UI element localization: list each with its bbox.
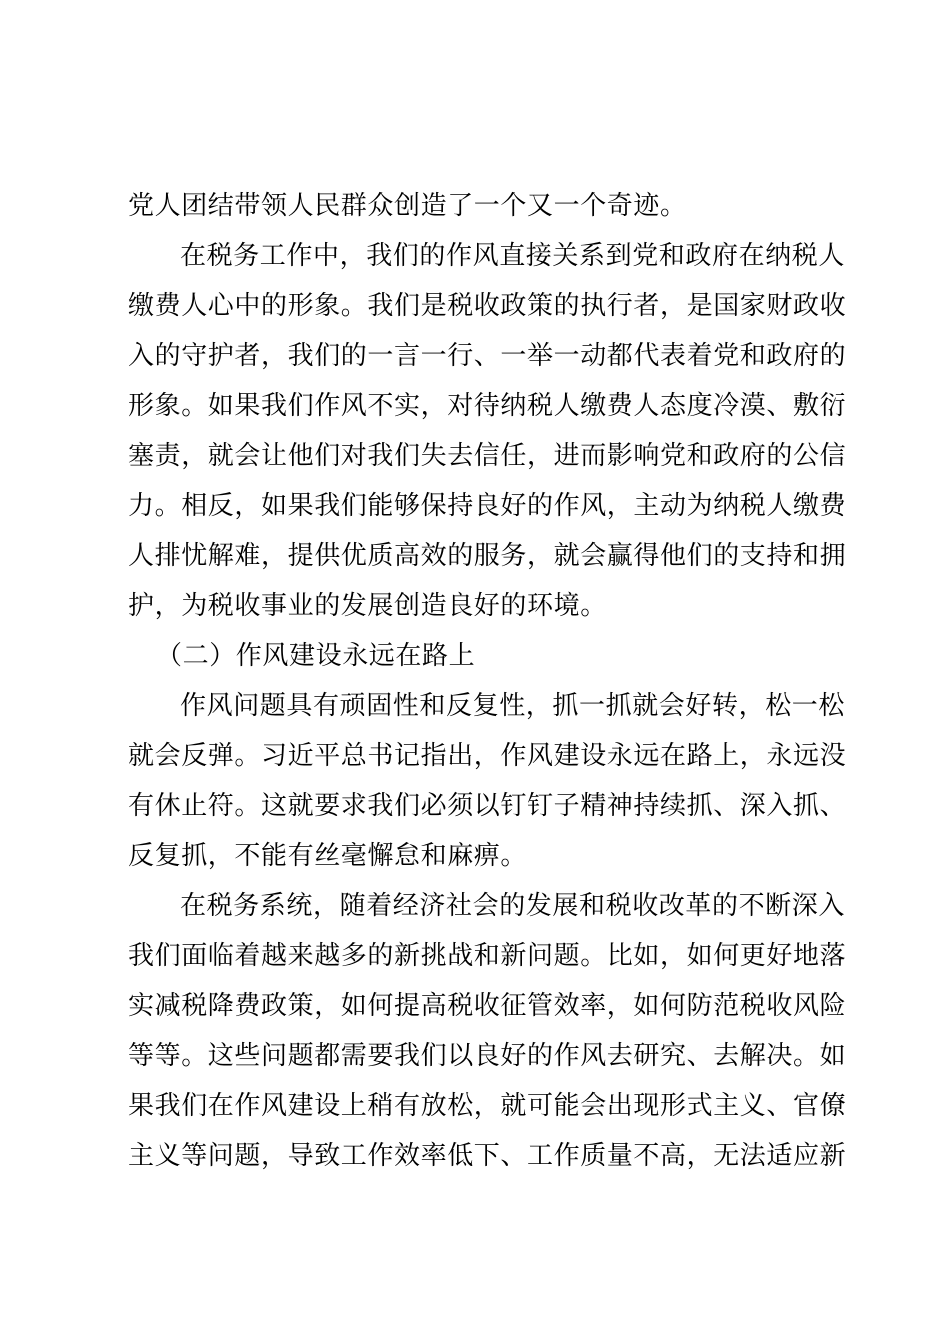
paragraph-first-line: 作风问题具有顽固性和反复性，抓一抓就会好转，松一松 xyxy=(180,691,846,721)
text-line: 力。相反，如果我们能够保持良好的作风，主动为纳税人缴费 xyxy=(128,491,847,521)
text-line: 护，为税收事业的发展创造良好的环境。 xyxy=(128,591,607,621)
section-heading: （二）作风建设永远在路上 xyxy=(156,641,476,671)
text-line: 缴费人心中的形象。我们是税收政策的执行者，是国家财政收 xyxy=(128,291,847,321)
text-line: 我们面临着越来越多的新挑战和新问题。比如，如何更好地落 xyxy=(128,941,847,971)
text-line: 党人团结带领人民群众创造了一个又一个奇迹。 xyxy=(128,191,687,221)
text-line: 反复抓，不能有丝毫懈怠和麻痹。 xyxy=(128,841,528,871)
text-line: 有休止符。这就要求我们必须以钉钉子精神持续抓、深入抓、 xyxy=(128,791,847,821)
paragraph-first-line: 在税务工作中，我们的作风直接关系到党和政府在纳税人 xyxy=(180,241,846,271)
text-line: 果我们在作风建设上稍有放松，就可能会出现形式主义、官僚 xyxy=(128,1091,847,1121)
text-line: 塞责，就会让他们对我们失去信任，进而影响党和政府的公信 xyxy=(128,441,847,471)
text-line: 主义等问题，导致工作效率低下、工作质量不高，无法适应新 xyxy=(128,1141,847,1171)
text-line: 实减税降费政策，如何提高税收征管效率，如何防范税收风险 xyxy=(128,991,847,1021)
text-line: 入的守护者，我们的一言一行、一举一动都代表着党和政府的 xyxy=(128,341,847,371)
text-line: 就会反弹。习近平总书记指出，作风建设永远在路上，永远没 xyxy=(128,741,847,771)
text-line: 等等。这些问题都需要我们以良好的作风去研究、去解决。如 xyxy=(128,1041,847,1071)
paragraph-first-line: 在税务系统，随着经济社会的发展和税收改革的不断深入 xyxy=(180,891,846,921)
text-line: 形象。如果我们作风不实，对待纳税人缴费人态度冷漠、敷衍 xyxy=(128,391,847,421)
text-line: 人排忧解难，提供优质高效的服务，就会赢得他们的支持和拥 xyxy=(128,541,847,571)
